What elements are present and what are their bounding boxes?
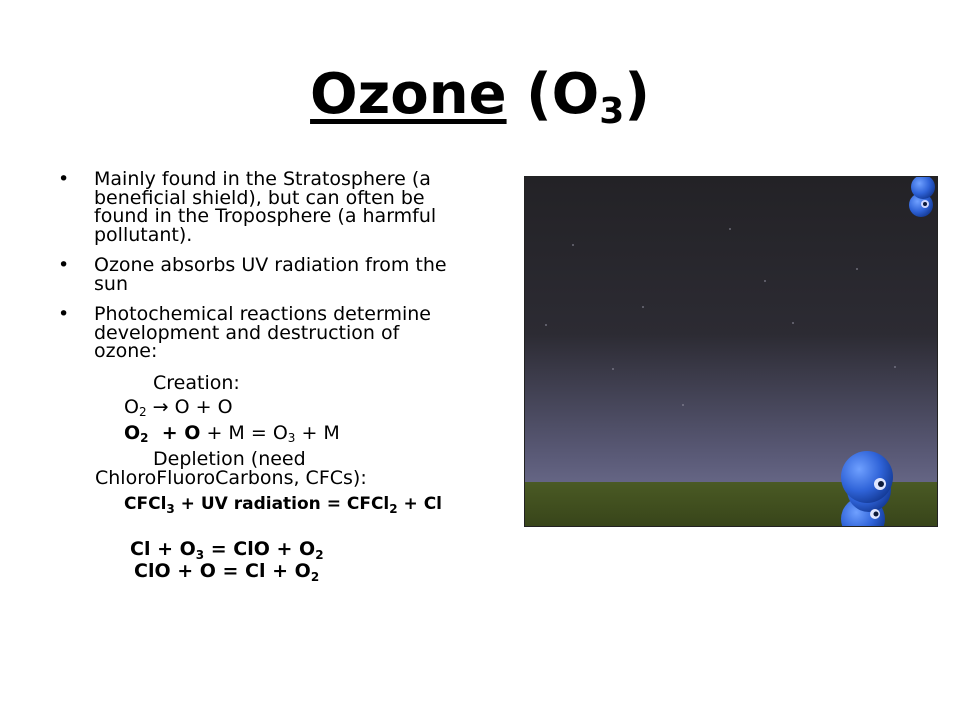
bullet-icon: • — [58, 254, 70, 276]
bullet-list — [58, 170, 458, 373]
slide-title — [0, 55, 960, 152]
creation-label: Creation: — [153, 372, 240, 394]
depletion-reaction-1: CFCl$_3$ + UV radiation = CFCl$_2$ + Cl — [124, 494, 443, 516]
depletion-label-2: ChloroFluoroCarbons, CFCs): — [95, 467, 367, 489]
ozone-animation-picture — [524, 176, 938, 527]
bullet-icon: • — [58, 303, 70, 325]
bullet-icon: • — [58, 168, 70, 190]
title-formula: $(O_3)$ — [506, 62, 650, 132]
depletion-label: Depletion (need — [153, 448, 306, 470]
creation-reaction-2: $O_2 + O + M = O_3 + M$ — [124, 422, 340, 445]
creation-reaction-1: $O_2 \to O + O$ — [124, 396, 233, 419]
title-word: Ozone — [310, 62, 507, 127]
list-item: • Photochemical reactions determine development and destruction of ozone: — [58, 303, 431, 362]
list-item: • Ozone absorbs UV radiation from the sun — [58, 254, 447, 295]
depletion-reaction-3: ClO + $O = Cl + O_2$ — [134, 560, 320, 584]
depletion-reaction-2: $Cl + O_3$ = ClO + $O_2$ — [130, 538, 324, 562]
list-item: • Mainly found in the Stratosphere (a beneficial shield), but can often be found in the Troposphere (a harmful pollutant). — [58, 168, 437, 246]
ozone-molecule-icon — [525, 177, 937, 526]
